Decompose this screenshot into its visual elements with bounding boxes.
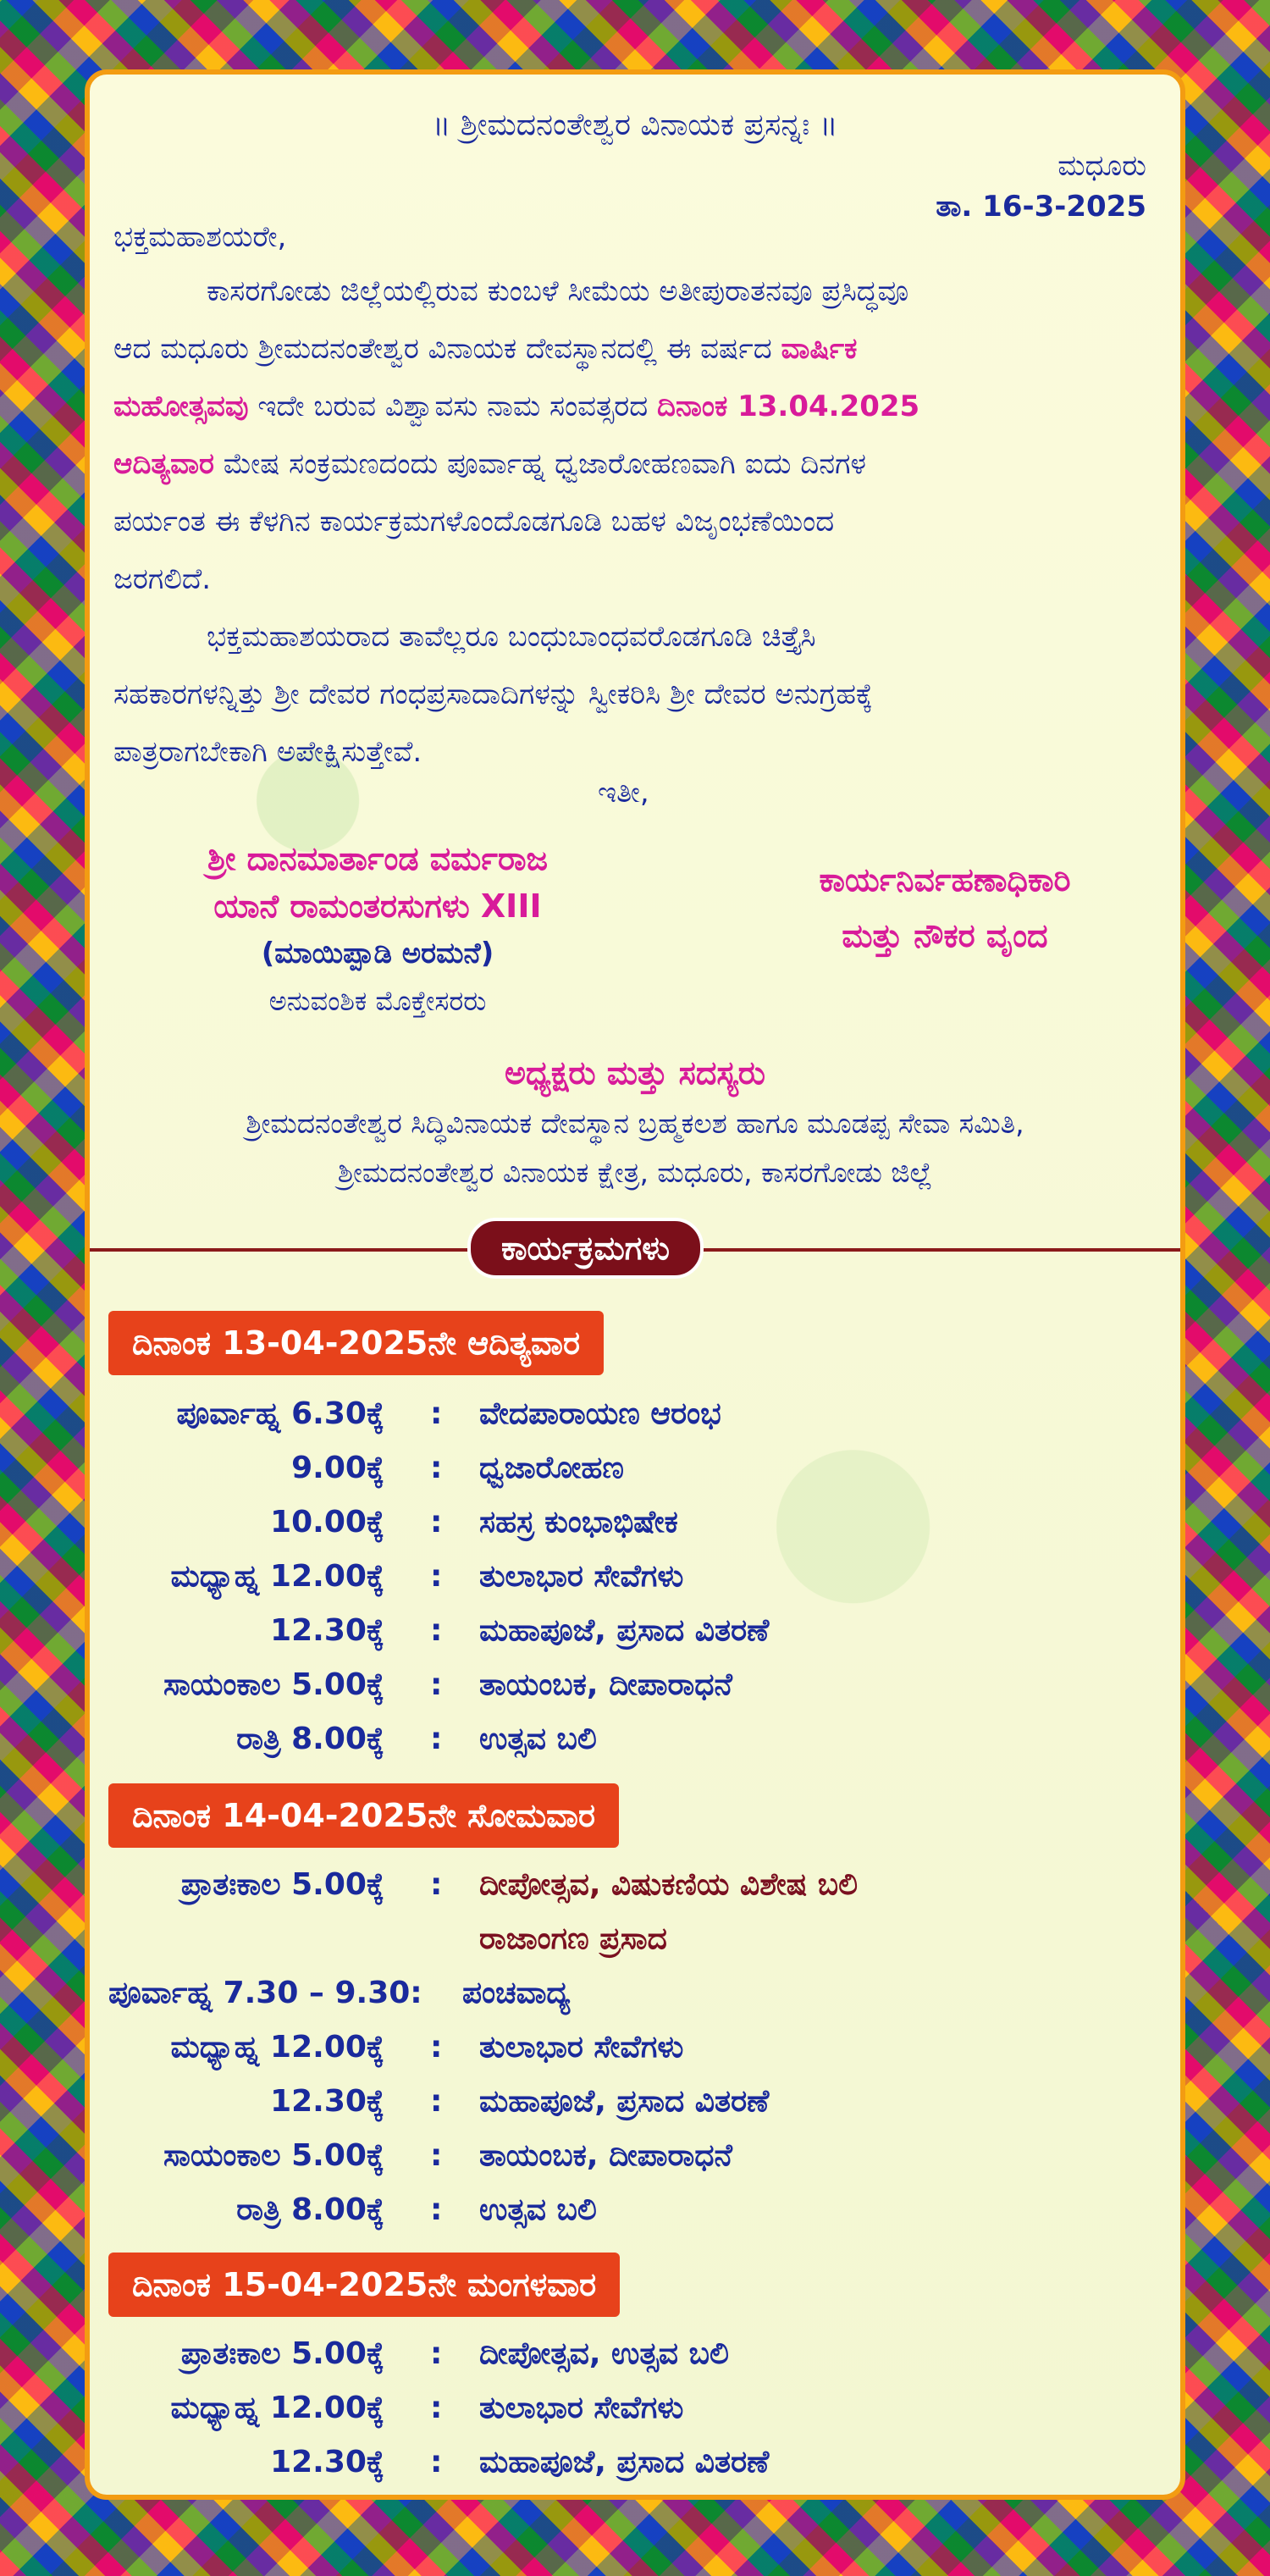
signatory-left — [107, 835, 649, 1025]
row-sep: : — [430, 2336, 443, 2371]
row-desc: ದೀಪೋತ್ಸವ, ವಿಷುಕಣಿಯ ವಿಶೇಷ ಬಲಿ — [479, 1867, 859, 1902]
row-sep: : — [430, 1613, 443, 1648]
row-time: ಸಾಯಂಕಾಲ 5.00ಕ್ಕೆ — [163, 1667, 384, 1702]
highlight-festival: ಮಹೋತ್ಸವವು — [113, 390, 249, 423]
para1-line6: ಜರಗಲಿದೆ. — [113, 562, 212, 596]
row-desc: ತುಲಾಭಾರ ಸೇವೆಗಳು — [479, 2391, 684, 2425]
row-desc: ಮಹಾಪೂಜೆ, ಪ್ರಸಾದ ವಿತರಣೆ — [479, 2445, 770, 2479]
row-time: 12.30ಕ್ಕೆ — [270, 2084, 384, 2119]
invitation-card — [85, 69, 1185, 2500]
day-1-header: ದಿನಾಂಕ 13-04-2025ನೇ ಆದಿತ್ಯವಾರ — [108, 1311, 604, 1375]
highlight-sunday: ಆದಿತ್ಯವಾರ — [113, 447, 214, 481]
row-desc: ರಾಜಾಂಗಣ ಪ್ರಸಾದ — [479, 1921, 667, 1956]
row-sep: : — [430, 1867, 443, 1902]
para1-line4 — [113, 435, 1155, 493]
row-time: 12.30ಕ್ಕೆ — [270, 1613, 384, 1648]
row-desc: ಪಂಚವಾದ್ಯ — [462, 1976, 571, 2010]
row-desc: ತಾಯಂಬಕ, ದೀಪಾರಾಧನೆ — [479, 2138, 732, 2173]
row-sep: : — [430, 1559, 443, 1594]
paragraph-1 — [113, 263, 1155, 608]
para1-line5: ಪರ್ಯಂತ ಈ ಕೆಳಗಿನ ಕಾರ್ಯಕ್ರಮಗಳೊಂದೊಡಗೂಡಿ ಬಹಳ ವಿಜೃಂಭಣೆಯಿಂದ — [113, 505, 835, 539]
row-time: ಪ್ರಾತಃಕಾಲ 5.00ಕ್ಕೆ — [180, 1867, 384, 1902]
signatory-left-line4: ಅನುವಂಶಿಕ ಮೊಕ್ತೇಸರರು — [268, 985, 487, 1017]
para1-line2a: ಆದ ಮಧೂರು ಶ್ರೀಮದನಂತೇಶ್ವರ ವಿನಾಯಕ ದೇವಸ್ಥಾನದಲ್ಲಿ ಈ ವರ್ಷದ — [113, 332, 772, 366]
para2-line1: ಭಕ್ತಮಹಾಶಯರಾದ ತಾವೆಲ್ಲರೂ ಬಂಧುಬಾಂಧವರೊಡಗೂಡಿ ಚಿತ್ತೈಸಿ — [207, 620, 816, 654]
row-sep: : — [430, 1505, 443, 1540]
para1-line1: ಕಾಸರಗೋಡು ಜಿಲ್ಲೆಯಲ್ಲಿರುವ ಕುಂಬಳೆ ಸೀಮೆಯ ಅತೀಪುರಾತನವೂ ಪ್ರಸಿದ್ಧವೂ — [207, 274, 909, 308]
committee-line1: ಶ್ರೀಮದನಂತೇಶ್ವರ ಸಿದ್ಧಿವಿನಾಯಕ ದೇವಸ್ಥಾನ ಬ್ರಹ್ಮಕಲಶ ಹಾಗೂ ಮೂಡಪ್ಪ ಸೇವಾ ಸಮಿತಿ, — [246, 1107, 1024, 1140]
row-sep: : — [430, 2030, 443, 2065]
invocation: ॥ ಶ್ರೀಮದನಂತೇಶ್ವರ ವಿನಾಯಕ ಪ್ರಸನ್ನಃ ॥ — [432, 108, 838, 142]
place: ಮಧೂರು — [1057, 149, 1146, 183]
para2-line2: ಸಹಕಾರಗಳನ್ನಿತ್ತು ಶ್ರೀ ದೇವರ ಗಂಧಪ್ರಸಾದಾದಿಗಳನ್ನು ಸ್ವೀಕರಿಸಿ ಶ್ರೀ ದೇವರ ಅನುಗ್ರಹಕ್ಕೆ — [113, 677, 873, 711]
iti: ಇತೀ, — [598, 776, 649, 810]
para2-line3: ಪಾತ್ರರಾಗಬೇಕಾಗಿ ಅಪೇಕ್ಷಿಸುತ್ತೇವೆ. — [113, 735, 422, 769]
salutation: ಭಕ್ತಮಹಾಶಯರೇ, — [113, 220, 287, 254]
row-desc: ಮಹಾಪೂಜೆ, ಪ್ರಸಾದ ವಿತರಣೆ — [479, 1613, 770, 1648]
para1-line3b: ಇದೇ ಬರುವ ವಿಶ್ವಾವಸು ನಾಮ ಸಂವತ್ಸರದ — [257, 390, 649, 423]
row-time: ಮಧ್ಯಾಹ್ನ 12.00ಕ್ಕೆ — [170, 2030, 384, 2065]
signatory-left-line3: (ಮಾಯಿಪ್ಪಾಡಿ ಅರಮನೆ) — [261, 937, 494, 970]
row-time: ಮಧ್ಯಾಹ್ನ 12.00ಕ್ಕೆ — [170, 2391, 384, 2425]
row-sep: : — [430, 1667, 443, 1702]
row-sep: : — [430, 2192, 443, 2227]
row-desc: ಉತ್ಸವ ಬಲಿ — [479, 1722, 597, 1756]
committee-title: ಅಧ್ಯಕ್ಷರು ಮತ್ತು ಸದಸ್ಯರು — [504, 1054, 765, 1092]
programs-title: ಕಾರ್ಯಕ್ರಮಗಳು — [467, 1218, 704, 1279]
row-desc: ಉತ್ಸವ ಬಲಿ — [479, 2192, 597, 2227]
row-sep: : — [430, 2391, 443, 2425]
row-sep: : — [430, 2445, 443, 2479]
row-desc: ಸಹಸ್ರ ಕುಂಭಾಭಿಷೇಕ — [479, 1505, 678, 1540]
highlight-date: ದಿನಾಂಕ 13.04.2025 — [657, 390, 920, 423]
date: ತಾ. 16-3-2025 — [936, 190, 1146, 224]
signatory-left-line2: ಯಾನೆ ರಾಮಂತರಸುಗಳು XIII — [213, 887, 542, 925]
row-sep: : — [430, 2084, 443, 2119]
paragraph-2 — [113, 608, 1155, 781]
signatory-right-line2: ಮತ್ತು ನೌಕರ ವೃಂದ — [842, 917, 1048, 954]
row-desc: ತಾಯಂಬಕ, ದೀಪಾರಾಧನೆ — [479, 1667, 732, 1702]
row-time: ಪೂರ್ವಾಹ್ನ 7.30 – 9.30: — [108, 1976, 422, 2010]
row-time: ಸಾಯಂಕಾಲ 5.00ಕ್ಕೆ — [163, 2138, 384, 2173]
para1-line4b: ಮೇಷ ಸಂಕ್ರಮಣದಂದು ಪೂರ್ವಾಹ್ನ ಧ್ವಜಾರೋಹಣವಾಗಿ ಐದು ದಿನಗಳ — [223, 447, 867, 481]
row-time: 10.00ಕ್ಕೆ — [270, 1505, 384, 1540]
row-sep: : — [430, 2138, 443, 2173]
signatory-left-line1: ಶ್ರೀ ದಾನಮಾರ್ತಾಂಡ ವರ್ಮರಾಜ — [207, 840, 549, 877]
row-sep: : — [430, 1722, 443, 1756]
signatory-right-line1: ಕಾರ್ಯನಿರ್ವಹಣಾಧಿಕಾರಿ — [819, 861, 1071, 898]
row-time: ರಾತ್ರಿ 8.00ಕ್ಕೆ — [236, 2192, 384, 2227]
signatory-right — [733, 852, 1157, 964]
row-desc: ತುಲಾಭಾರ ಸೇವೆಗಳು — [479, 2030, 684, 2065]
row-time: 9.00ಕ್ಕೆ — [291, 1451, 384, 1485]
row-desc: ಧ್ವಜಾರೋಹಣ — [479, 1451, 624, 1485]
row-sep: : — [430, 1451, 443, 1485]
row-time: ಮಧ್ಯಾಹ್ನ 12.00ಕ್ಕೆ — [170, 1559, 384, 1594]
day-3-header: ದಿನಾಂಕ 15-04-2025ನೇ ಮಂಗಳವಾರ — [108, 2253, 620, 2317]
row-desc: ಮಹಾಪೂಜೆ, ಪ್ರಸಾದ ವಿತರಣೆ — [479, 2084, 770, 2119]
row-time: ಪ್ರಾತಃಕಾಲ 5.00ಕ್ಕೆ — [180, 2336, 384, 2371]
row-time: ಪೂರ್ವಾಹ್ನ 6.30ಕ್ಕೆ — [176, 1396, 384, 1431]
committee-line2: ಶ್ರೀಮದನಂತೇಶ್ವರ ವಿನಾಯಕ ಕ್ಷೇತ್ರ, ಮಧೂರು, ಕಾಸರಗೋಡು ಜಿಲ್ಲೆ — [337, 1156, 933, 1189]
highlight-annual: ವಾರ್ಷಿಕ — [781, 332, 858, 366]
row-time: 12.30ಕ್ಕೆ — [270, 2445, 384, 2479]
para1-line2 — [113, 320, 1155, 378]
committee — [90, 1047, 1180, 1197]
row-desc: ದೀಪೋತ್ಸವ, ಉತ್ಸವ ಬಲಿ — [479, 2336, 729, 2371]
row-desc: ತುಲಾಭಾರ ಸೇವೆಗಳು — [479, 1559, 684, 1594]
row-desc: ವೇದಪಾರಾಯಣ ಆರಂಭ — [479, 1396, 721, 1431]
row-time: ರಾತ್ರಿ 8.00ಕ್ಕೆ — [236, 1722, 384, 1756]
day-2-header: ದಿನಾಂಕ 14-04-2025ನೇ ಸೋಮವಾರ — [108, 1783, 619, 1848]
row-sep: : — [430, 1396, 443, 1431]
para1-line3 — [113, 378, 1155, 435]
